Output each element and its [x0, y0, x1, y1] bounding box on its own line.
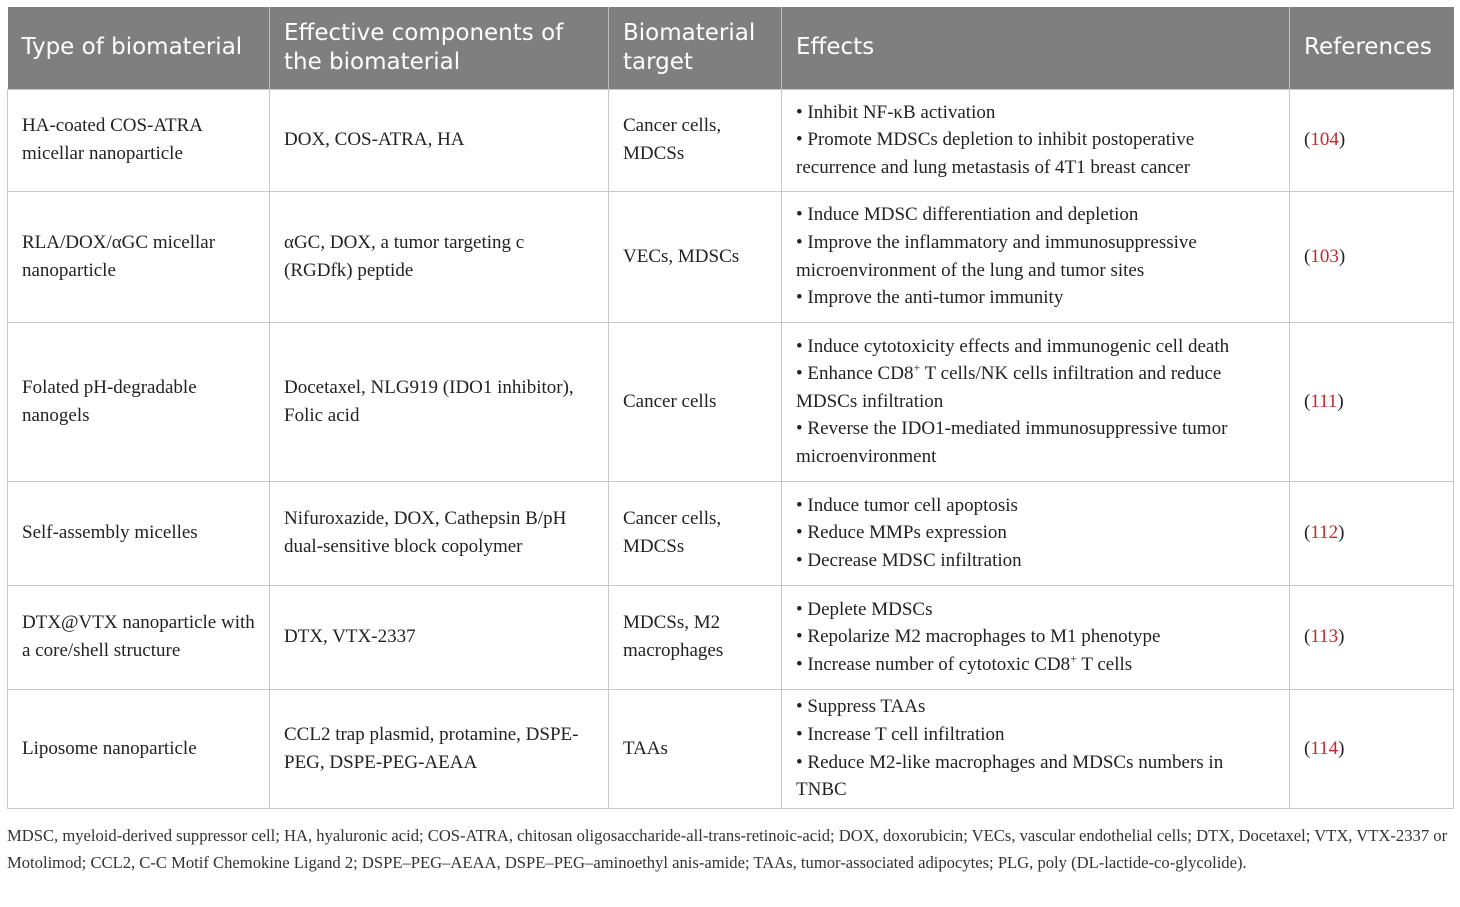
reference-link[interactable]: 111	[1310, 390, 1338, 412]
reference-close-paren: )	[1338, 737, 1345, 759]
cell-components: αGC, DOX, a tumor targeting c (RGDfk) peptide	[270, 191, 609, 322]
table-row	[8, 322, 1454, 481]
effect-item	[796, 229, 1275, 284]
cell-target: TAAs	[609, 689, 782, 808]
cell-type: RLA/DOX/αGC micellar nanoparticle	[8, 191, 270, 322]
cell-components: DTX, VTX-2337	[270, 585, 609, 689]
reference-close-paren: )	[1338, 522, 1345, 544]
reference-close-paren: )	[1338, 626, 1345, 648]
header-components: Effective components of the biomaterial	[270, 7, 609, 89]
cell-effects	[782, 322, 1290, 481]
effect-item	[796, 693, 1275, 721]
effect-text: • Improve the inflammatory and immunosuppressive microenvironment of the lung and tumor sites	[796, 231, 1197, 281]
header-row	[8, 7, 1454, 89]
cell-reference	[1290, 689, 1454, 808]
cell-reference	[1290, 191, 1454, 322]
effects-list	[796, 693, 1275, 803]
biomaterials-table-container	[7, 7, 1453, 809]
effect-text: • Repolarize M2 macrophages to M1 phenotype	[796, 626, 1161, 648]
effect-text: • Deplete MDSCs	[796, 598, 933, 620]
effect-item	[796, 360, 1275, 415]
cell-effects	[782, 585, 1290, 689]
cell-effects	[782, 481, 1290, 585]
reference-open-paren: (	[1304, 522, 1311, 544]
effect-superscript: +	[913, 360, 921, 375]
effect-item	[796, 201, 1275, 229]
reference-close-paren: )	[1338, 245, 1346, 267]
table-footnote: MDSC, myeloid-derived suppressor cell; HA, hyaluronic acid; COS-ATRA, chitosan oligosaccharide-all-trans-retinoic-acid; DOX, doxorubicin; VECs, vascular endothelial cells; DTX, Docetaxel; VTX, VTX-2337 or Motolimod; CCL2, C-C Motif Chemokine Ligand 2; DSPE–PEG–AEAA, DSPE–PEG–aminoethyl anis-amide; TAAs, tumor-associated adipocytes; PLG, poly (DL-lactide-co-glycolide).	[7, 826, 1448, 872]
effect-item	[796, 749, 1275, 804]
effects-list	[796, 99, 1275, 182]
cell-target: VECs, MDSCs	[609, 191, 782, 322]
effect-superscript: +	[1070, 651, 1077, 666]
reference-open-paren: (	[1304, 626, 1311, 648]
table-row	[8, 191, 1454, 322]
effect-text: • Improve the anti-tumor immunity	[796, 287, 1064, 309]
effect-text: • Enhance CD8	[796, 363, 914, 385]
reference-link[interactable]: 104	[1310, 129, 1339, 151]
reference-open-paren: (	[1304, 129, 1311, 151]
effect-text-continued: T cells	[1076, 653, 1133, 675]
cell-reference	[1290, 89, 1454, 191]
table-row	[8, 481, 1454, 585]
header-references: References	[1290, 7, 1454, 89]
cell-reference	[1290, 322, 1454, 481]
cell-reference	[1290, 585, 1454, 689]
effect-item	[796, 333, 1275, 361]
effect-item	[796, 596, 1275, 624]
reference-open-paren: (	[1304, 390, 1311, 412]
reference-open-paren: (	[1304, 737, 1311, 759]
effect-text: • Induce tumor cell apoptosis	[796, 494, 1018, 516]
biomaterials-table	[7, 7, 1454, 809]
header-target: Biomaterial target	[609, 7, 782, 89]
cell-target: Cancer cells, MDCSs	[609, 89, 782, 191]
effect-item	[796, 284, 1275, 312]
effect-text: • Inhibit NF-κB activation	[796, 101, 996, 123]
effect-text: • Induce MDSC differentiation and depletion	[796, 204, 1139, 226]
effect-text: • Increase number of cytotoxic CD8	[796, 653, 1071, 675]
effect-text: • Reduce MMPs expression	[796, 522, 1007, 544]
reference-link[interactable]: 114	[1310, 737, 1339, 759]
table-body	[8, 89, 1454, 808]
effect-text: • Suppress TAAs	[796, 696, 926, 718]
effects-list	[796, 333, 1275, 471]
effects-list	[796, 201, 1275, 311]
table-row	[8, 585, 1454, 689]
effect-text: • Reduce M2-like macrophages and MDSCs numbers in TNBC	[796, 751, 1224, 801]
cell-type: Self-assembly micelles	[8, 481, 270, 585]
cell-target: MDCSs, M2 macrophages	[609, 585, 782, 689]
effect-text: • Increase T cell infiltration	[796, 723, 1005, 745]
cell-target: Cancer cells, MDCSs	[609, 481, 782, 585]
effect-item	[796, 492, 1275, 520]
effect-item	[796, 721, 1275, 749]
table-row	[8, 89, 1454, 191]
table-header	[8, 7, 1454, 89]
effect-item	[796, 547, 1275, 575]
effect-item	[796, 415, 1275, 470]
cell-effects	[782, 89, 1290, 191]
effect-item	[796, 651, 1275, 679]
cell-target: Cancer cells	[609, 322, 782, 481]
cell-type: DTX@VTX nanoparticle with a core/shell structure	[8, 585, 270, 689]
cell-components: Docetaxel, NLG919 (IDO1 inhibitor), Folic acid	[270, 322, 609, 481]
reference-link[interactable]: 112	[1310, 522, 1339, 544]
header-effects: Effects	[782, 7, 1290, 89]
effect-text-continued: T cells/NK cells infiltration and reduce MDSCs infiltration	[796, 363, 1222, 412]
reference-close-paren: )	[1337, 390, 1344, 412]
reference-close-paren: )	[1338, 129, 1346, 151]
cell-reference	[1290, 481, 1454, 585]
table-row	[8, 689, 1454, 808]
cell-type: Folated pH-degradable nanogels	[8, 322, 270, 481]
reference-link[interactable]: 103	[1310, 245, 1339, 267]
effect-text: • Promote MDSCs depletion to inhibit postoperative recurrence and lung metastasis of 4T1 breast cancer	[796, 129, 1195, 178]
effect-item	[796, 519, 1275, 547]
effect-item	[796, 126, 1275, 181]
cell-effects	[782, 689, 1290, 808]
cell-components: DOX, COS-ATRA, HA	[270, 89, 609, 191]
effect-text: • Reverse the IDO1-mediated immunosuppressive tumor microenvironment	[796, 418, 1228, 467]
header-type: Type of biomaterial	[8, 7, 270, 89]
cell-type: Liposome nanoparticle	[8, 689, 270, 808]
effect-item	[796, 99, 1275, 127]
effects-list	[796, 596, 1275, 679]
effects-list	[796, 492, 1275, 575]
effect-text: • Decrease MDSC infiltration	[796, 549, 1022, 571]
cell-components: CCL2 trap plasmid, protamine, DSPE-PEG, DSPE-PEG-AEAA	[270, 689, 609, 808]
cell-effects	[782, 191, 1290, 322]
reference-open-paren: (	[1304, 245, 1311, 267]
effect-text: • Induce cytotoxicity effects and immunogenic cell death	[796, 335, 1230, 357]
cell-type: HA-coated COS-ATRA micellar nanoparticle	[8, 89, 270, 191]
cell-components: Nifuroxazide, DOX, Cathepsin B/pH dual-sensitive block copolymer	[270, 481, 609, 585]
reference-link[interactable]: 113	[1310, 626, 1339, 648]
effect-item	[796, 623, 1275, 651]
